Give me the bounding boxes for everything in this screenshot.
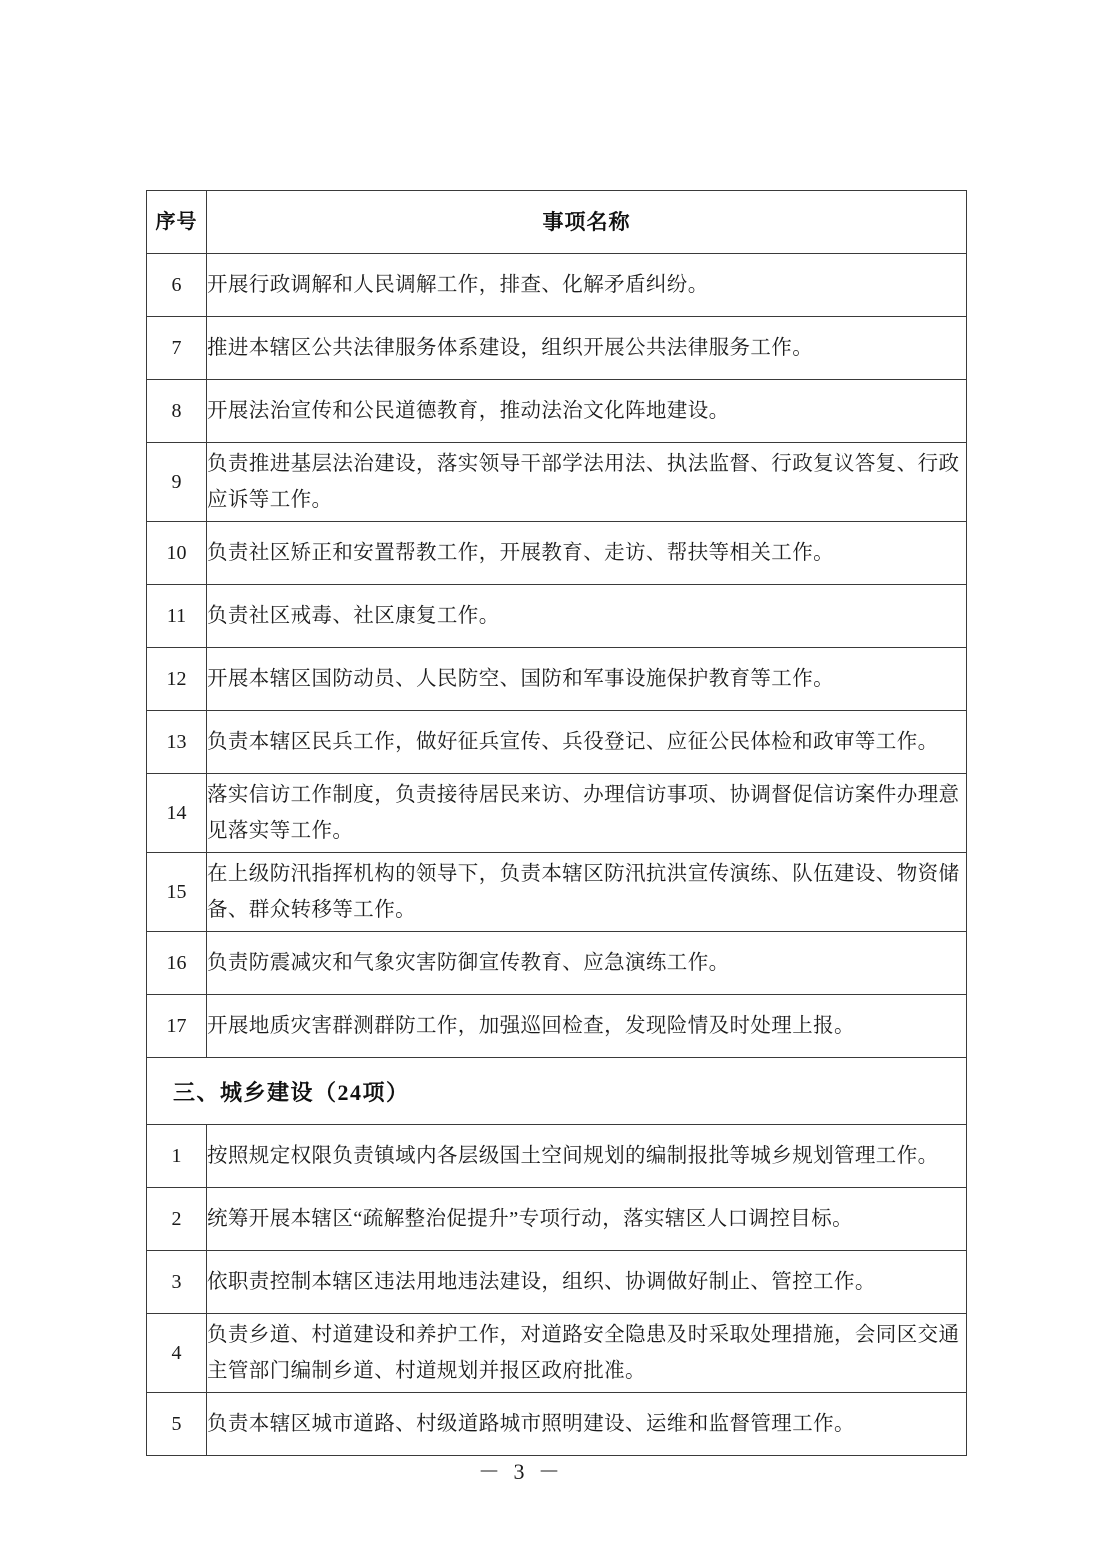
page-number: － 3 －	[477, 1459, 564, 1484]
row-item-name: 开展地质灾害群测群防工作，加强巡回检查，发现险情及时处理上报。	[207, 995, 967, 1058]
table-row	[147, 774, 967, 853]
row-item-name: 开展本辖区国防动员、人民防空、国防和军事设施保护教育等工作。	[207, 648, 967, 711]
table-header	[147, 191, 967, 254]
row-item-name: 负责社区矫正和安置帮教工作，开展教育、走访、帮扶等相关工作。	[207, 522, 967, 585]
table-row	[147, 380, 967, 443]
row-sequence-number: 17	[147, 995, 207, 1058]
row-item-name: 落实信访工作制度，负责接待居民来访、办理信访事项、协调督促信访案件办理意见落实等工作。	[207, 774, 967, 853]
table-body	[147, 254, 967, 1456]
table-row	[147, 648, 967, 711]
table-row	[147, 995, 967, 1058]
row-sequence-number: 4	[147, 1314, 207, 1393]
row-sequence-number: 8	[147, 380, 207, 443]
row-sequence-number: 13	[147, 711, 207, 774]
table-row	[147, 1188, 967, 1251]
table-row	[147, 1251, 967, 1314]
table-row	[147, 317, 967, 380]
row-item-name: 依职责控制本辖区违法用地违法建设，组织、协调做好制止、管控工作。	[207, 1251, 967, 1314]
row-sequence-number: 10	[147, 522, 207, 585]
row-sequence-number: 7	[147, 317, 207, 380]
table-header-row	[147, 191, 967, 254]
row-sequence-number: 9	[147, 443, 207, 522]
row-sequence-number: 1	[147, 1125, 207, 1188]
row-sequence-number: 2	[147, 1188, 207, 1251]
row-sequence-number: 11	[147, 585, 207, 648]
row-sequence-number: 6	[147, 254, 207, 317]
table-row	[147, 932, 967, 995]
section-header-cell	[147, 1058, 967, 1125]
table-row	[147, 443, 967, 522]
row-item-name: 负责防震减灾和气象灾害防御宣传教育、应急演练工作。	[207, 932, 967, 995]
row-item-name: 统筹开展本辖区“疏解整治促提升”专项行动，落实辖区人口调控目标。	[207, 1188, 967, 1251]
row-sequence-number: 3	[147, 1251, 207, 1314]
table-row	[147, 522, 967, 585]
table-row	[147, 853, 967, 932]
table-row	[147, 254, 967, 317]
table-row	[147, 585, 967, 648]
row-item-name: 开展法治宣传和公民道德教育，推动法治文化阵地建设。	[207, 380, 967, 443]
row-sequence-number: 14	[147, 774, 207, 853]
column-header-sequence: 序号	[147, 191, 207, 254]
row-sequence-number: 5	[147, 1393, 207, 1456]
row-sequence-number: 16	[147, 932, 207, 995]
row-sequence-number: 12	[147, 648, 207, 711]
section-header-row	[147, 1058, 967, 1125]
section-title: 三、城乡建设（24项）	[173, 1079, 410, 1105]
row-item-name: 按照规定权限负责镇域内各层级国土空间规划的编制报批等城乡规划管理工作。	[207, 1125, 967, 1188]
row-item-name: 负责乡道、村道建设和养护工作，对道路安全隐患及时采取处理措施，会同区交通主管部门编制乡道、村道规划并报区政府批准。	[207, 1314, 967, 1393]
row-item-name: 负责社区戒毒、社区康复工作。	[207, 585, 967, 648]
row-sequence-number: 15	[147, 853, 207, 932]
row-item-name: 推进本辖区公共法律服务体系建设，组织开展公共法律服务工作。	[207, 317, 967, 380]
column-header-item-name: 事项名称	[207, 191, 967, 254]
table-row	[147, 1125, 967, 1188]
duty-items-table	[146, 190, 967, 1456]
row-item-name: 开展行政调解和人民调解工作，排查、化解矛盾纠纷。	[207, 254, 967, 317]
table-row	[147, 711, 967, 774]
table-row	[147, 1393, 967, 1456]
row-item-name: 负责本辖区城市道路、村级道路城市照明建设、运维和监督管理工作。	[207, 1393, 967, 1456]
table-row	[147, 1314, 967, 1393]
row-item-name: 负责本辖区民兵工作，做好征兵宣传、兵役登记、应征公民体检和政审等工作。	[207, 711, 967, 774]
row-item-name: 负责推进基层法治建设，落实领导干部学法用法、执法监督、行政复议答复、行政应诉等工作。	[207, 443, 967, 522]
row-item-name: 在上级防汛指挥机构的领导下，负责本辖区防汛抗洪宣传演练、队伍建设、物资储备、群众转移等工作。	[207, 853, 967, 932]
